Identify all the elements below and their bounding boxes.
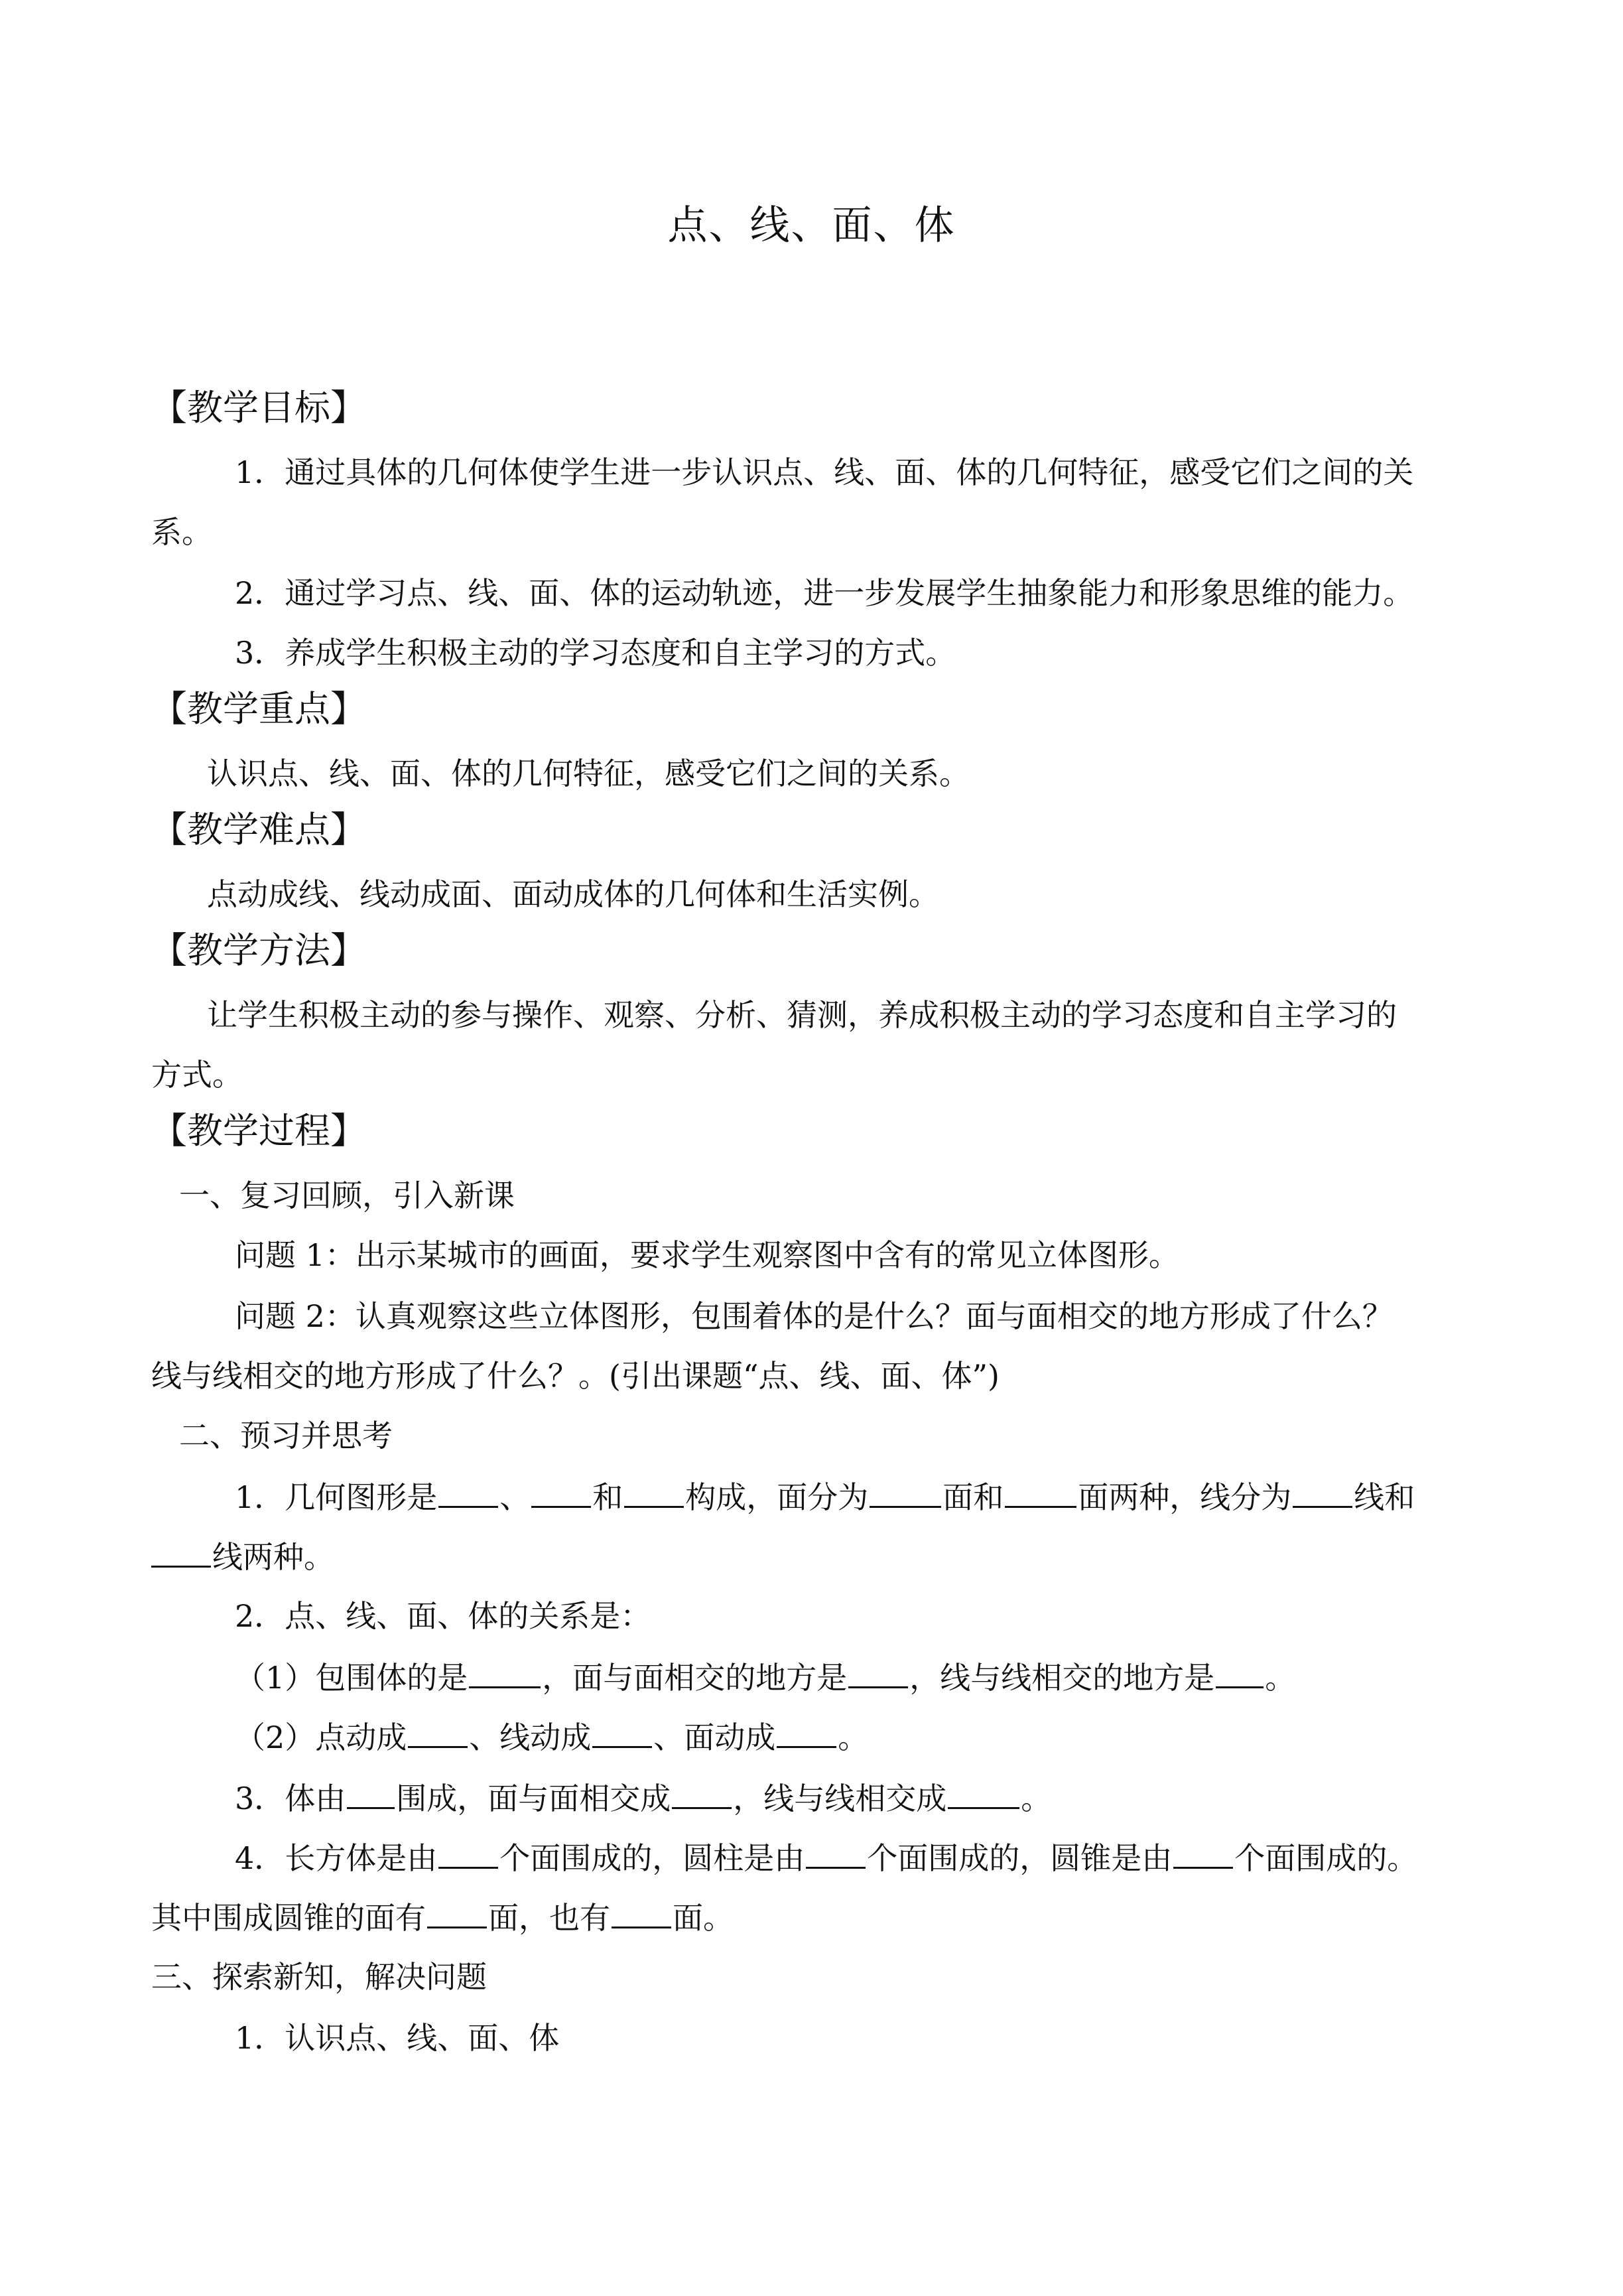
preview-text: 1．几何图形是 (235, 1479, 438, 1515)
fill-blank[interactable] (870, 1477, 941, 1508)
process-part-3-heading: 三、探索新知，解决问题 (151, 1959, 487, 1995)
fill-blank[interactable] (624, 1477, 684, 1508)
preview-text: ，线与线相交的地方是 (909, 1660, 1215, 1696)
preview-text: 、 (499, 1479, 531, 1515)
preview-text: 面，也有 (488, 1900, 610, 1936)
fill-blank[interactable] (592, 1717, 652, 1748)
section-heading-key-points: 【教学重点】 (151, 688, 366, 730)
preview-text: 面两种，线分为 (1078, 1479, 1292, 1515)
process-question-2-line-2: 线与线相交的地方形成了什么？。(引出课题“点、线、面、体”) (151, 1358, 1000, 1394)
preview-text: 4．长方体是由 (235, 1840, 438, 1876)
fill-blank[interactable] (1005, 1477, 1076, 1508)
preview-text: 。 (1021, 1781, 1052, 1816)
fill-blank[interactable] (427, 1897, 487, 1928)
preview-text: 3．体由 (235, 1781, 346, 1816)
preview-text: 和 (592, 1479, 623, 1515)
preview-text: 面。 (673, 1900, 734, 1936)
preview-item-3 (235, 1778, 1051, 1818)
preview-text: ，线与线相交成 (733, 1781, 947, 1816)
preview-item-1-line-1 (235, 1477, 1415, 1517)
preview-text: 线两种。 (212, 1539, 334, 1575)
difficulties-text: 点动成线、线动成面、面动成体的几何体和生活实例。 (207, 876, 939, 912)
preview-item-2-sub-1 (235, 1657, 1295, 1698)
methods-line-1: 让学生积极主动的参与操作、观察、分析、猜测，养成积极主动的学习态度和自主学习的 (207, 997, 1397, 1033)
preview-text: （1）包围体的是 (235, 1660, 468, 1696)
objective-3: 3．养成学生积极主动的学习态度和自主学习的方式。 (235, 635, 956, 671)
preview-text: 围成，面与面相交成 (396, 1781, 671, 1816)
preview-text: 其中围成圆锥的面有 (151, 1900, 426, 1936)
fill-blank[interactable] (806, 1838, 866, 1869)
fill-blank[interactable] (408, 1717, 468, 1748)
fill-blank[interactable] (1173, 1838, 1233, 1869)
objective-2: 2．通过学习点、线、面、体的运动轨迹，进一步发展学生抽象能力和形象思维的能力。 (235, 575, 1414, 611)
fill-blank[interactable] (438, 1477, 498, 1508)
explore-item-1: 1．认识点、线、面、体 (235, 2020, 560, 2056)
fill-blank[interactable] (531, 1477, 591, 1508)
section-heading-difficulties: 【教学难点】 (151, 809, 366, 850)
preview-text: 线和 (1354, 1479, 1415, 1515)
preview-text: （2）点动成 (235, 1720, 407, 1755)
preview-item-4-line-1 (235, 1838, 1417, 1878)
section-heading-methods: 【教学方法】 (151, 929, 366, 971)
preview-text: 构成，面分为 (685, 1479, 869, 1515)
preview-text: 、线动成 (469, 1720, 592, 1755)
preview-item-2: 2．点、线、面、体的关系是： (235, 1598, 651, 1634)
fill-blank[interactable] (347, 1778, 395, 1809)
section-heading-process: 【教学过程】 (151, 1110, 366, 1152)
fill-blank[interactable] (1216, 1657, 1264, 1688)
preview-item-4-line-2 (151, 1897, 734, 1938)
preview-text: 。 (838, 1720, 869, 1755)
process-part-1-heading: 一、复习回顾，引入新课 (179, 1178, 515, 1213)
process-question-2-line-1: 问题 2：认真观察这些立体图形，包围着体的是什么？面与面相交的地方形成了什么？ (235, 1298, 1393, 1334)
preview-text: 。 (1265, 1660, 1296, 1696)
key-points-text: 认识点、线、面、体的几何特征，感受它们之间的关系。 (207, 756, 970, 791)
preview-item-1-line-2 (151, 1536, 334, 1577)
fill-blank[interactable] (948, 1778, 1019, 1809)
preview-text: 面和 (942, 1479, 1004, 1515)
fill-blank[interactable] (151, 1536, 211, 1568)
fill-blank[interactable] (848, 1657, 908, 1688)
fill-blank[interactable] (438, 1838, 498, 1869)
preview-text: 个面围成的，圆锥是由 (867, 1840, 1173, 1876)
fill-blank[interactable] (672, 1778, 732, 1809)
fill-blank[interactable] (1293, 1477, 1352, 1508)
preview-text: ，面与面相交的地方是 (542, 1660, 848, 1696)
section-heading-objectives: 【教学目标】 (151, 387, 366, 429)
preview-text: 个面围成的。 (1234, 1840, 1418, 1876)
objective-1-line-2: 系。 (151, 514, 212, 550)
fill-blank[interactable] (469, 1657, 541, 1688)
methods-line-2: 方式。 (151, 1057, 243, 1093)
process-part-2-heading: 二、预习并思考 (179, 1418, 393, 1453)
fill-blank[interactable] (612, 1897, 671, 1928)
preview-item-2-sub-2 (235, 1717, 868, 1757)
objective-1-line-1: 1．通过具体的几何体使学生进一步认识点、线、面、体的几何特征，感受它们之间的关 (235, 454, 1414, 490)
preview-text: 、面动成 (653, 1720, 776, 1755)
process-question-1: 问题 1：出示某城市的画面，要求学生观察图中含有的常见立体图形。 (235, 1237, 1179, 1273)
fill-blank[interactable] (777, 1717, 836, 1748)
preview-text: 个面围成的，圆柱是由 (499, 1840, 805, 1876)
page-title: 点、线、面、体 (667, 202, 956, 249)
